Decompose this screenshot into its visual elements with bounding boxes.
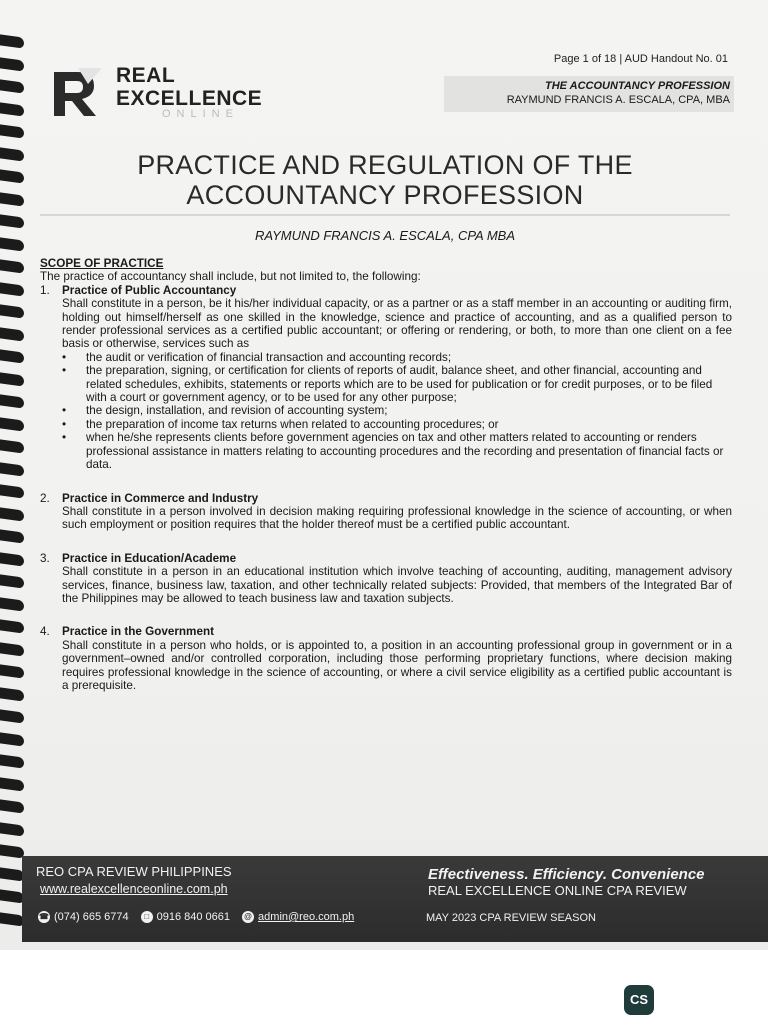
binding-coil [0, 664, 24, 678]
binding-coil [0, 147, 24, 161]
list-item: • the design, installation, and revision of accounting system; [62, 404, 732, 417]
section-title: Practice in Education/Academe [62, 551, 237, 565]
list-item: • the audit or verification of financial transaction and accounting records; [62, 351, 732, 364]
header-author: RAYMUND FRANCIS A. ESCALA, CPA, MBA [506, 94, 730, 106]
document-title-line2: ACCOUNTANCY PROFESSION [186, 180, 584, 210]
footer-tagline: Effectiveness. Efficiency. Convenience [428, 866, 705, 883]
binding-coil [0, 889, 24, 903]
binding-coil [0, 237, 24, 251]
section-public-accountancy [40, 284, 732, 472]
binding-coil [0, 642, 24, 656]
binding-coil [0, 552, 24, 566]
section-title: Practice in Commerce and Industry [62, 491, 259, 505]
section-title: Practice of Public Accountancy [62, 283, 237, 297]
section-body: Shall constitute in a person who holds, or is appointed to, a position in an accounting professional group in government or in a government–owned and/or controlled corporation, including those performing proprietary functions, where decision making requires professional knowledge in the science of accounting, or where a civil service eligibility as a certified public accountant is a prerequisite. [62, 638, 732, 692]
mobile-icon: □ [141, 911, 153, 923]
binding-coil [0, 282, 24, 296]
reo-logo-icon [48, 64, 104, 120]
binding-coil [0, 732, 24, 746]
binding-coil [0, 687, 24, 701]
binding-coil [0, 259, 24, 273]
section-number: 1. [40, 283, 50, 297]
footer-brand: REAL EXCELLENCE ONLINE CPA REVIEW [428, 883, 687, 898]
section-education-academe [40, 552, 732, 606]
footer-phone: (074) 665 6774 [54, 911, 129, 923]
email-icon: @ [242, 911, 254, 923]
list-item: • the preparation of income tax returns when related to accounting procedures; or [62, 418, 732, 431]
binding-coil [0, 799, 24, 813]
binding-coil [0, 57, 24, 71]
page-reference: Page 1 of 18 | AUD Handout No. 01 [553, 53, 728, 65]
logo-text-online: ONLINE [162, 108, 239, 120]
header-topic: THE ACCOUNTANCY PROFESSION [545, 80, 730, 92]
services-list [62, 351, 732, 472]
binding-coil [0, 79, 24, 93]
binding-coil [0, 417, 24, 431]
binding-coil [0, 372, 24, 386]
footer-banner [22, 856, 768, 942]
section-title: Practice in the Government [62, 625, 214, 639]
document-title-line1: PRACTICE AND REGULATION OF THE [137, 150, 633, 180]
scope-intro: The practice of accountancy shall include, but not limited to, the following: [40, 270, 421, 284]
footer-org: REO CPA REVIEW PHILIPPINES [36, 864, 232, 879]
header-info-box [444, 76, 734, 112]
list-item: • the preparation, signing, or certification for clients of reports of audit, balance sheet, and other financial, accounting and related schedules, exhibits, statements or reports which are to be used for publication or for credit purposes, or to be filed with a court or government agency, or to be used for any other purpose; [62, 364, 732, 404]
section-commerce-industry [40, 492, 732, 532]
binding-coil [0, 529, 24, 543]
binding-coil [0, 822, 24, 836]
footer-email-link[interactable]: admin@reo.com.ph [258, 911, 355, 923]
section-government [40, 625, 732, 692]
footer-contacts [38, 911, 366, 923]
binding-coil [0, 574, 24, 588]
scope-heading: SCOPE OF PRACTICE [40, 257, 164, 270]
binding-coil [0, 214, 24, 228]
section-number: 3. [40, 551, 50, 565]
reo-logo [48, 60, 308, 130]
binding-coil [0, 507, 24, 521]
phone-icon: ☎ [39, 912, 49, 921]
binding-coil [0, 169, 24, 183]
binding-coil [0, 327, 24, 341]
list-item: • when he/she represents clients before government agencies on tax and other matters related to accounting or renders professional assistance in matters relating to accounting procedures and the recording and presentation of financial facts or data. [62, 431, 732, 471]
section-number: 2. [40, 491, 50, 505]
title-divider [40, 214, 730, 216]
binding-coil [0, 462, 24, 476]
section-body: Shall constitute in a person, be it his/her individual capacity, or as a partner or as a staff member in an accounting or auditing firm, holding out himself/herself as one skilled in the knowledge, science and practice of accounting, and as a qualified person to render professional services as a certified public accountant; or offering or rendering, or both, to more than one client on a fee basis or otherwise, services such as [62, 297, 732, 351]
binding-coil [0, 597, 24, 611]
binding-coil [0, 124, 24, 138]
footer-mobile: 0916 840 0661 [156, 911, 231, 923]
binding-coil [0, 912, 24, 926]
binding-coil [0, 484, 24, 498]
binding-coil [0, 777, 24, 791]
binding-coil [0, 439, 24, 453]
document-body [40, 257, 732, 692]
footer-season: MAY 2023 CPA REVIEW SEASON [426, 912, 596, 924]
binding-coil [0, 844, 24, 858]
binding-coil [0, 304, 24, 318]
logo-text-real: REAL [116, 64, 176, 87]
binding-coil [0, 34, 24, 48]
section-body: Shall constitute in a person involved in decision making requiring professional knowledge in the science of accounting, or when such employment or position requires that the holder thereof must be a certified public accountant. [62, 504, 732, 532]
binding-coil [0, 709, 24, 723]
footer-website-link[interactable]: www.realexcellenceonline.com.ph [40, 882, 228, 896]
logo-text-excellence: EXCELLENCE [116, 87, 263, 110]
binding-coil [0, 192, 24, 206]
section-number: 4. [40, 625, 50, 639]
binding-coil [0, 754, 24, 768]
camscanner-badge[interactable]: CS [624, 985, 654, 1015]
binding-coil [0, 619, 24, 633]
binding-coil [0, 867, 24, 881]
binding-coil [0, 394, 24, 408]
section-body: Shall constitute in a person in an educational institution which involve teaching of accounting, auditing, management advisory services, finance, business law, taxation, and other technically related subjects: Provided, that members of the Integrated Bar of the Philippines may be allowed to teach business law and taxation subjects. [62, 565, 732, 605]
spiral-binding [0, 36, 30, 946]
document-author: RAYMUND FRANCIS A. ESCALA, CPA MBA [254, 228, 516, 243]
binding-coil [0, 349, 24, 363]
binding-coil [0, 102, 24, 116]
